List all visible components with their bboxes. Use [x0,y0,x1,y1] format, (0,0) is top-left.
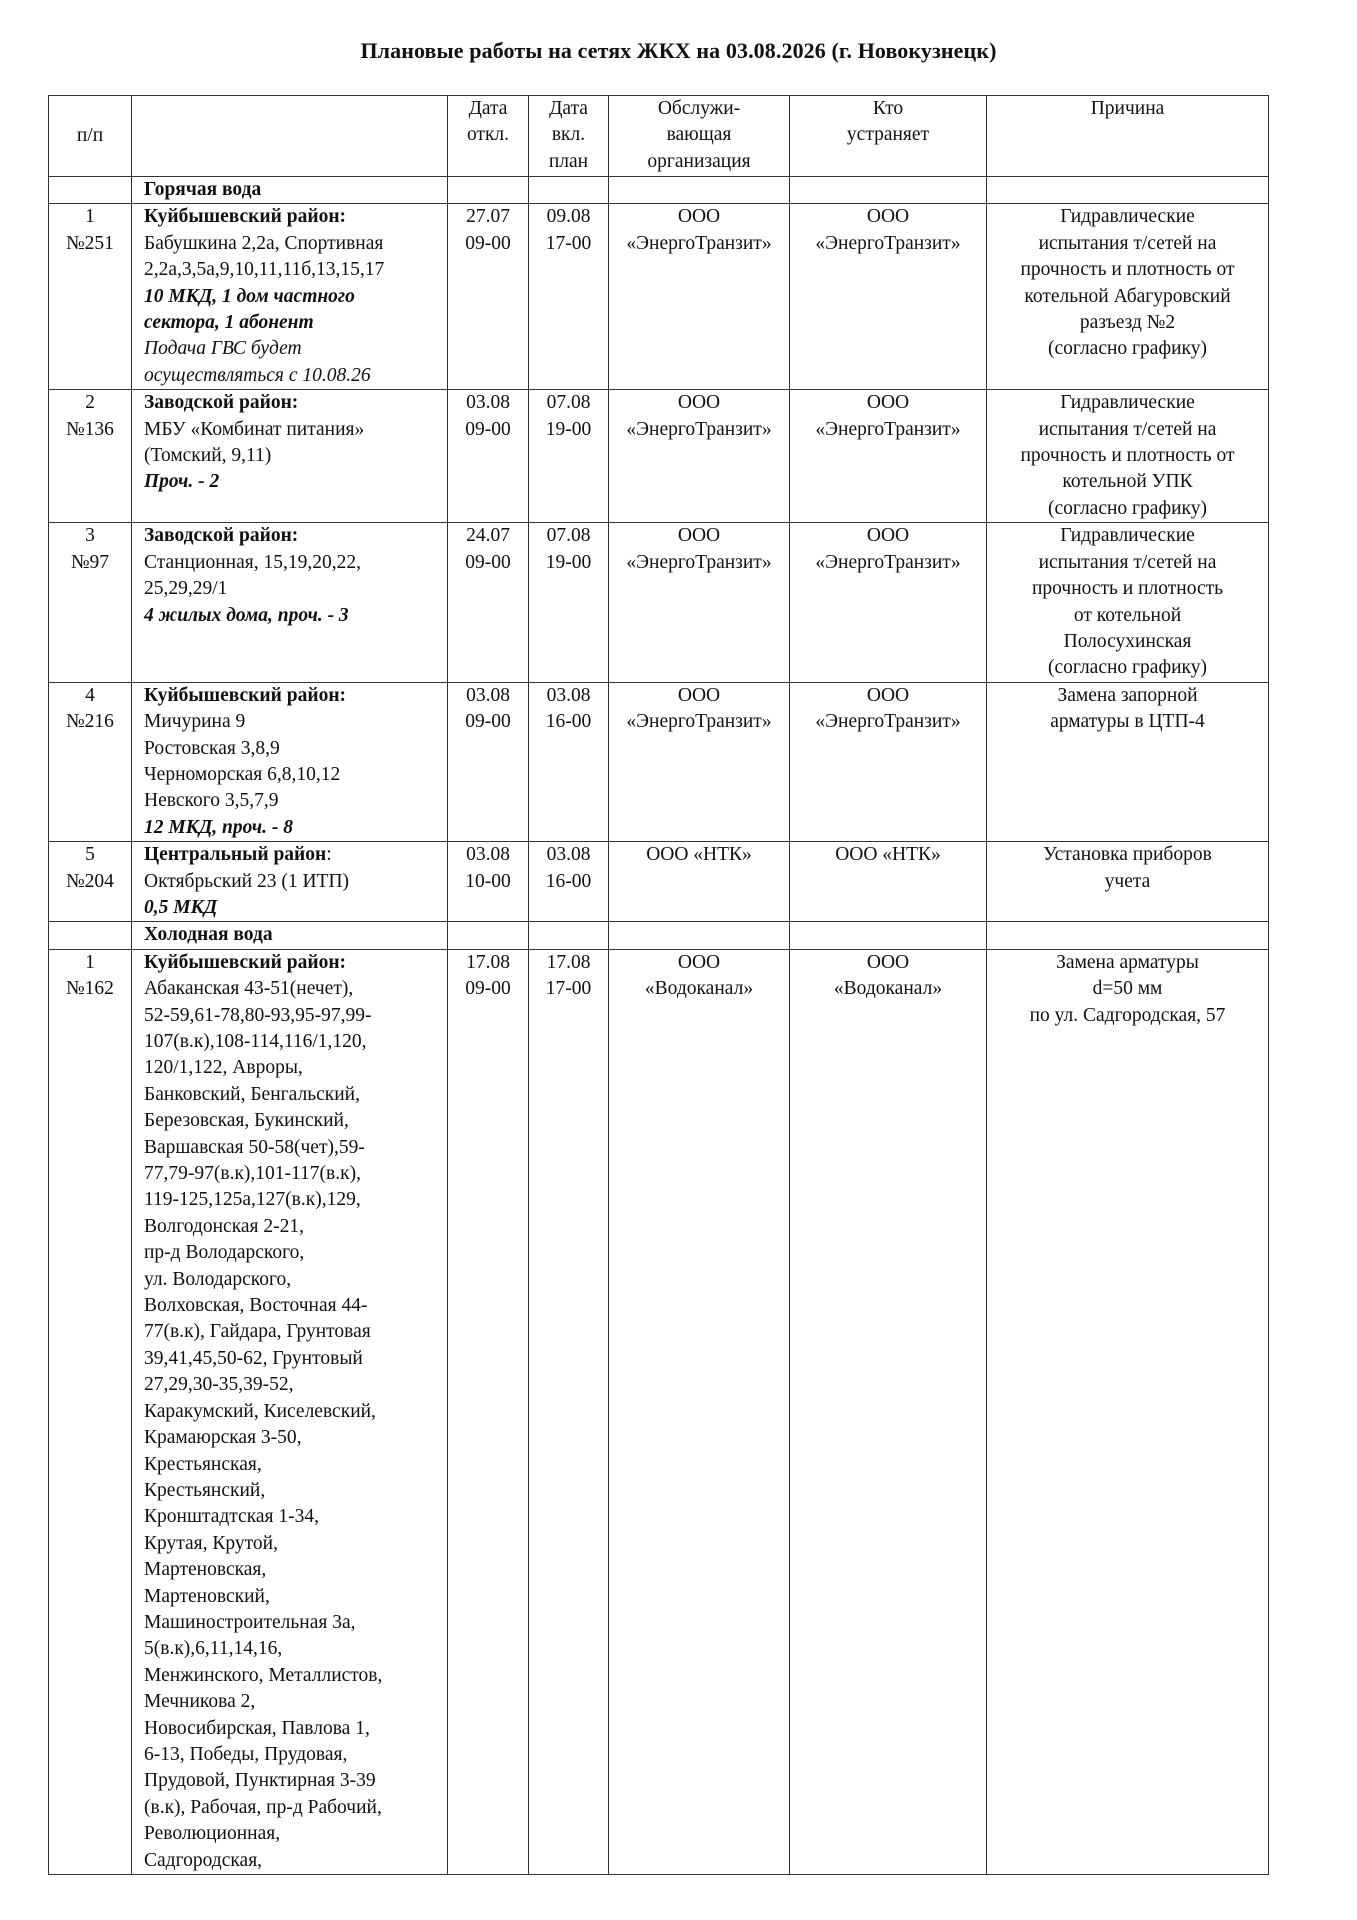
address-line: Варшавская 50-58(чет),59- [144,1136,365,1158]
row-number: 1 [85,206,95,228]
address-line: Невского 3,5,7,9 [144,790,279,812]
row-number: 3 [85,525,95,547]
section-cell [987,922,1269,949]
summary-line: 0,5 МКД [144,896,218,918]
organization: «ЭнергоТранзит» [626,711,772,733]
fixer: «ЭнергоТранзит» [815,232,961,254]
address-cell [132,523,448,682]
table-row [49,682,1269,841]
table-row [49,390,1269,523]
row-number-cell [49,390,132,523]
section-cell [790,922,987,949]
organization: «ЭнергоТранзит» [626,551,772,573]
district-name: Центральный район [144,844,327,866]
row-id: №251 [66,232,114,254]
fixer: ООО «НТК» [835,844,941,866]
district-label [144,683,445,709]
section-cell [790,177,987,204]
fixer: ООО [866,525,910,547]
summary-line: сектора, 1 абонент [144,312,314,334]
fixer: ООО [866,206,910,228]
address-line: ул. Володарского, [144,1268,292,1290]
reason-line: (согласно графику) [1048,338,1207,360]
off-date: 03.08 [466,844,510,866]
row-number-cell [49,682,132,841]
address-line: МБУ «Комбинат питания» [144,418,365,440]
organization: «ЭнергоТранзит» [626,418,772,440]
reason-line: по ул. Садгородская, 57 [1029,1004,1226,1026]
reason-line: (согласно графику) [1048,497,1207,519]
section-cell [448,922,529,949]
organization: «ЭнергоТранзит» [626,232,772,254]
address-line: Октябрьский 23 (1 ИТП) [144,870,350,892]
reason-line: испытания т/сетей на [1038,418,1217,440]
row-number: 4 [85,684,95,706]
address-cell [132,204,448,390]
off-date-cell [448,390,529,523]
reason-cell [987,204,1269,390]
reason-line: прочность и плотность от [1020,259,1235,281]
address-line: (Томский, 9,11) [144,445,272,467]
off-date: 09-00 [465,551,511,573]
table-header-row [49,96,1269,177]
section-cell [49,177,132,204]
address-line: (в.к), Рабочая, пр-д Рабочий, [144,1796,382,1818]
row-id: №97 [70,551,110,573]
off-date-cell [448,682,529,841]
on-date-cell [529,523,609,682]
district-name: Куйбышевский район: [144,206,347,228]
section-row [49,922,1269,949]
row-number-cell [49,204,132,390]
organization: ООО [677,951,721,973]
address-line: Березовская, Букинский, [144,1110,349,1132]
on-date: 07.08 [546,392,591,414]
off-date: 03.08 [466,392,510,414]
works-table [48,95,1269,1875]
on-date: 17-00 [545,978,592,1000]
address-cell [132,949,448,1874]
off-date-cell [448,204,529,390]
address-line: 27,29,30-35,39-52, [144,1374,294,1396]
header-reason: Причина [987,96,1269,177]
organization: ООО «НТК» [646,844,752,866]
fixer: ООО [866,684,910,706]
district-label [144,523,445,549]
address-line: Ростовская 3,8,9 [144,737,280,759]
address-line: Новосибирская, Павлова 1, [144,1717,370,1739]
district-name: Заводской район: [144,392,299,414]
reason-line: Замена запорной [1057,684,1198,706]
row-number: 2 [85,392,95,414]
address-line: Крестьянский, [144,1479,266,1501]
reason-line: от котельной [1073,604,1182,626]
on-date-cell [529,204,609,390]
reason-line: разъезд №2 [1079,312,1176,334]
header-address [132,96,448,177]
on-date: 09.08 [546,206,591,228]
reason-cell [987,523,1269,682]
district-name: Заводской район: [144,525,299,547]
table-row [49,949,1269,1874]
organization: ООО [677,684,721,706]
address-line: 77,79-97(в.к),101-117(в.к), [144,1163,361,1185]
address-line: 6-13, Победы, Прудовая, [144,1743,348,1765]
off-date: 10-00 [465,870,511,892]
address-line: Крамаюрская 3-50, [144,1427,302,1449]
reason-line: (согласно графику) [1048,657,1207,679]
row-number: 5 [85,844,95,866]
organization-cell [609,949,790,1874]
fixer-cell [790,523,987,682]
reason-line: прочность и плотность [1031,578,1224,600]
address-line: Крестьянская, [144,1453,262,1475]
reason-line: котельной УПК [1062,471,1193,493]
address-line: 52-59,61-78,80-93,95-97,99- [144,1004,372,1026]
note-line: осуществляться с 10.08.26 [144,364,371,386]
district-label [144,204,445,230]
fixer-cell [790,682,987,841]
section-cell [448,177,529,204]
organization-cell [609,842,790,922]
row-number-cell [49,842,132,922]
address-line: Банковский, Бенгальский, [144,1083,360,1105]
on-date: 19-00 [545,551,592,573]
address-cell [132,842,448,922]
off-date: 17.08 [466,951,510,973]
address-line: 107(в.к),108-114,116/1,120, [144,1031,367,1052]
fixer: «ЭнергоТранзит» [815,711,961,733]
fixer-cell [790,949,987,1874]
reason-line: прочность и плотность от [1020,445,1235,467]
row-id: №162 [66,978,114,1000]
reason-line: испытания т/сетей на [1038,232,1217,254]
address-line: Бабушкина 2,2а, Спортивная [144,232,384,254]
fixer: «ЭнергоТранзит» [815,418,961,440]
organization: ООО [677,525,721,547]
off-date: 09-00 [465,978,511,1000]
address-line: 2,2а,3,5а,9,10,11,11б,13,15,17 [144,259,385,281]
reason-line: Установка приборов [1043,844,1212,866]
address-line: Кронштадтская 1-34, [144,1506,320,1528]
on-date: 17-00 [545,232,592,254]
address-cell [132,390,448,523]
reason-cell [987,842,1269,922]
section-row [49,177,1269,204]
reason-line: Замена арматуры [1056,951,1199,973]
fixer-cell [790,842,987,922]
header-organization: Обслужи- вающая организация [609,96,790,177]
off-date-cell [448,523,529,682]
off-date: 03.08 [466,684,510,706]
address-line: 119-125,125а,127(в.к),129, [144,1189,361,1211]
on-date-cell [529,842,609,922]
address-line: Мартеновский, [144,1585,270,1607]
fixer: ООО [866,951,910,973]
row-number: 1 [85,951,95,973]
address-line: 120/1,122, Авроры, [144,1057,303,1079]
on-date: 17.08 [546,951,591,973]
off-date: 09-00 [465,711,511,733]
table-row [49,523,1269,682]
address-line: Машиностроительная 3а, [144,1611,356,1633]
fixer: «ЭнергоТранзит» [815,551,961,573]
reason-line: Гидравлические [1060,525,1195,547]
reason-cell [987,390,1269,523]
fixer: ООО [866,392,910,414]
on-date-cell [529,682,609,841]
address-line: Абаканская 43-51(нечет), [144,978,354,1000]
on-date-cell [529,949,609,1874]
header-fixer: Кто устраняет [790,96,987,177]
reason-line: d=50 мм [1092,978,1163,1000]
address-line: 39,41,45,50-62, Грунтовый [144,1347,363,1369]
organization-cell [609,682,790,841]
on-date: 03.08 [546,684,591,706]
on-date: 19-00 [545,418,592,440]
on-date: 16-00 [545,711,592,733]
reason-line: Гидравлические [1060,392,1195,414]
address-line: 77(в.к), Гайдара, Грунтовая [144,1321,371,1343]
off-date-cell [448,949,529,1874]
reason-line: испытания т/сетей на [1038,551,1217,573]
organization: ООО [677,392,721,414]
address-line: пр-д Володарского, [144,1242,305,1264]
district-label [144,950,445,976]
header-on-date: Дата вкл. план [529,96,609,177]
address-line: Прудовой, Пунктирная 3-39 [144,1770,376,1792]
reason-line: Полосухинская [1063,630,1192,652]
reason-line: котельной Абагуровский [1024,285,1231,307]
section-cell [609,177,790,204]
fixer: «Водоканал» [833,978,943,1000]
reason-cell [987,949,1269,1874]
organization: ООО [677,206,721,228]
off-date: 27.07 [466,206,510,228]
section-cell [529,922,609,949]
header-num: п/п [49,96,132,177]
address-line: Волгодонская 2-21, [144,1215,304,1237]
address-line: Революционная, [144,1823,281,1845]
organization-cell [609,523,790,682]
section-title: Холодная вода [132,922,448,949]
fixer-cell [790,204,987,390]
address-line: Волховская, Восточная 44- [144,1295,368,1317]
reason-line: учета [1104,870,1151,892]
off-date: 09-00 [465,418,511,440]
address-line: Крутая, Крутой, [144,1532,278,1554]
organization: «Водоканал» [644,978,754,1000]
row-number-cell [49,949,132,1874]
address-line: 25,29,29/1 [144,578,228,600]
section-cell [987,177,1269,204]
table-row [49,204,1269,390]
address-cell [132,682,448,841]
reason-line: арматуры в ЦТП-4 [1050,711,1205,733]
on-date: 07.08 [546,525,591,547]
summary-line: 4 жилых дома, проч. - 3 [144,604,349,626]
section-cell [529,177,609,204]
note-line: Подача ГВС будет [144,338,302,360]
section-cell [49,922,132,949]
district-label [144,390,445,416]
row-number-cell [49,523,132,682]
district-name: Куйбышевский район: [144,951,347,973]
table-row [49,842,1269,922]
summary-line: 10 МКД, 1 дом частного [144,285,355,307]
district-name: Куйбышевский район: [144,684,347,706]
address-line: Мичурина 9 [144,711,246,733]
address-line: Мечникова 2, [144,1691,256,1713]
address-line: Садгородская, [144,1849,263,1871]
section-cell [609,922,790,949]
on-date-cell [529,390,609,523]
address-line: Менжинского, Металлистов, [144,1664,383,1686]
row-id: №136 [66,418,114,440]
organization-cell [609,204,790,390]
district-suffix: : [326,844,332,866]
on-date: 03.08 [546,844,591,866]
district-label [144,842,445,868]
on-date: 16-00 [545,870,592,892]
off-date: 09-00 [465,232,511,254]
address-line: Черноморская 6,8,10,12 [144,763,341,785]
row-id: №216 [66,711,114,733]
address-line: Станционная, 15,19,20,22, [144,551,361,573]
reason-line: Гидравлические [1060,206,1195,228]
reason-cell [987,682,1269,841]
section-title: Горячая вода [132,177,448,204]
off-date: 24.07 [466,525,510,547]
address-line: Мартеновская, [144,1559,267,1581]
address-line: 5(в.к),6,11,14,16, [144,1638,283,1660]
address-line: Каракумский, Киселевский, [144,1400,376,1422]
header-off-date: Дата откл. [448,96,529,177]
fixer-cell [790,390,987,523]
off-date-cell [448,842,529,922]
page-title: Плановые работы на сетях ЖКХ на 03.08.2026 (г. Новокузнецк) [360,38,997,63]
organization-cell [609,390,790,523]
summary-line: 12 МКД, проч. - 8 [144,816,293,838]
row-id: №204 [66,870,114,892]
summary-line: Проч. - 2 [144,471,220,493]
works-table-body [49,177,1269,1875]
